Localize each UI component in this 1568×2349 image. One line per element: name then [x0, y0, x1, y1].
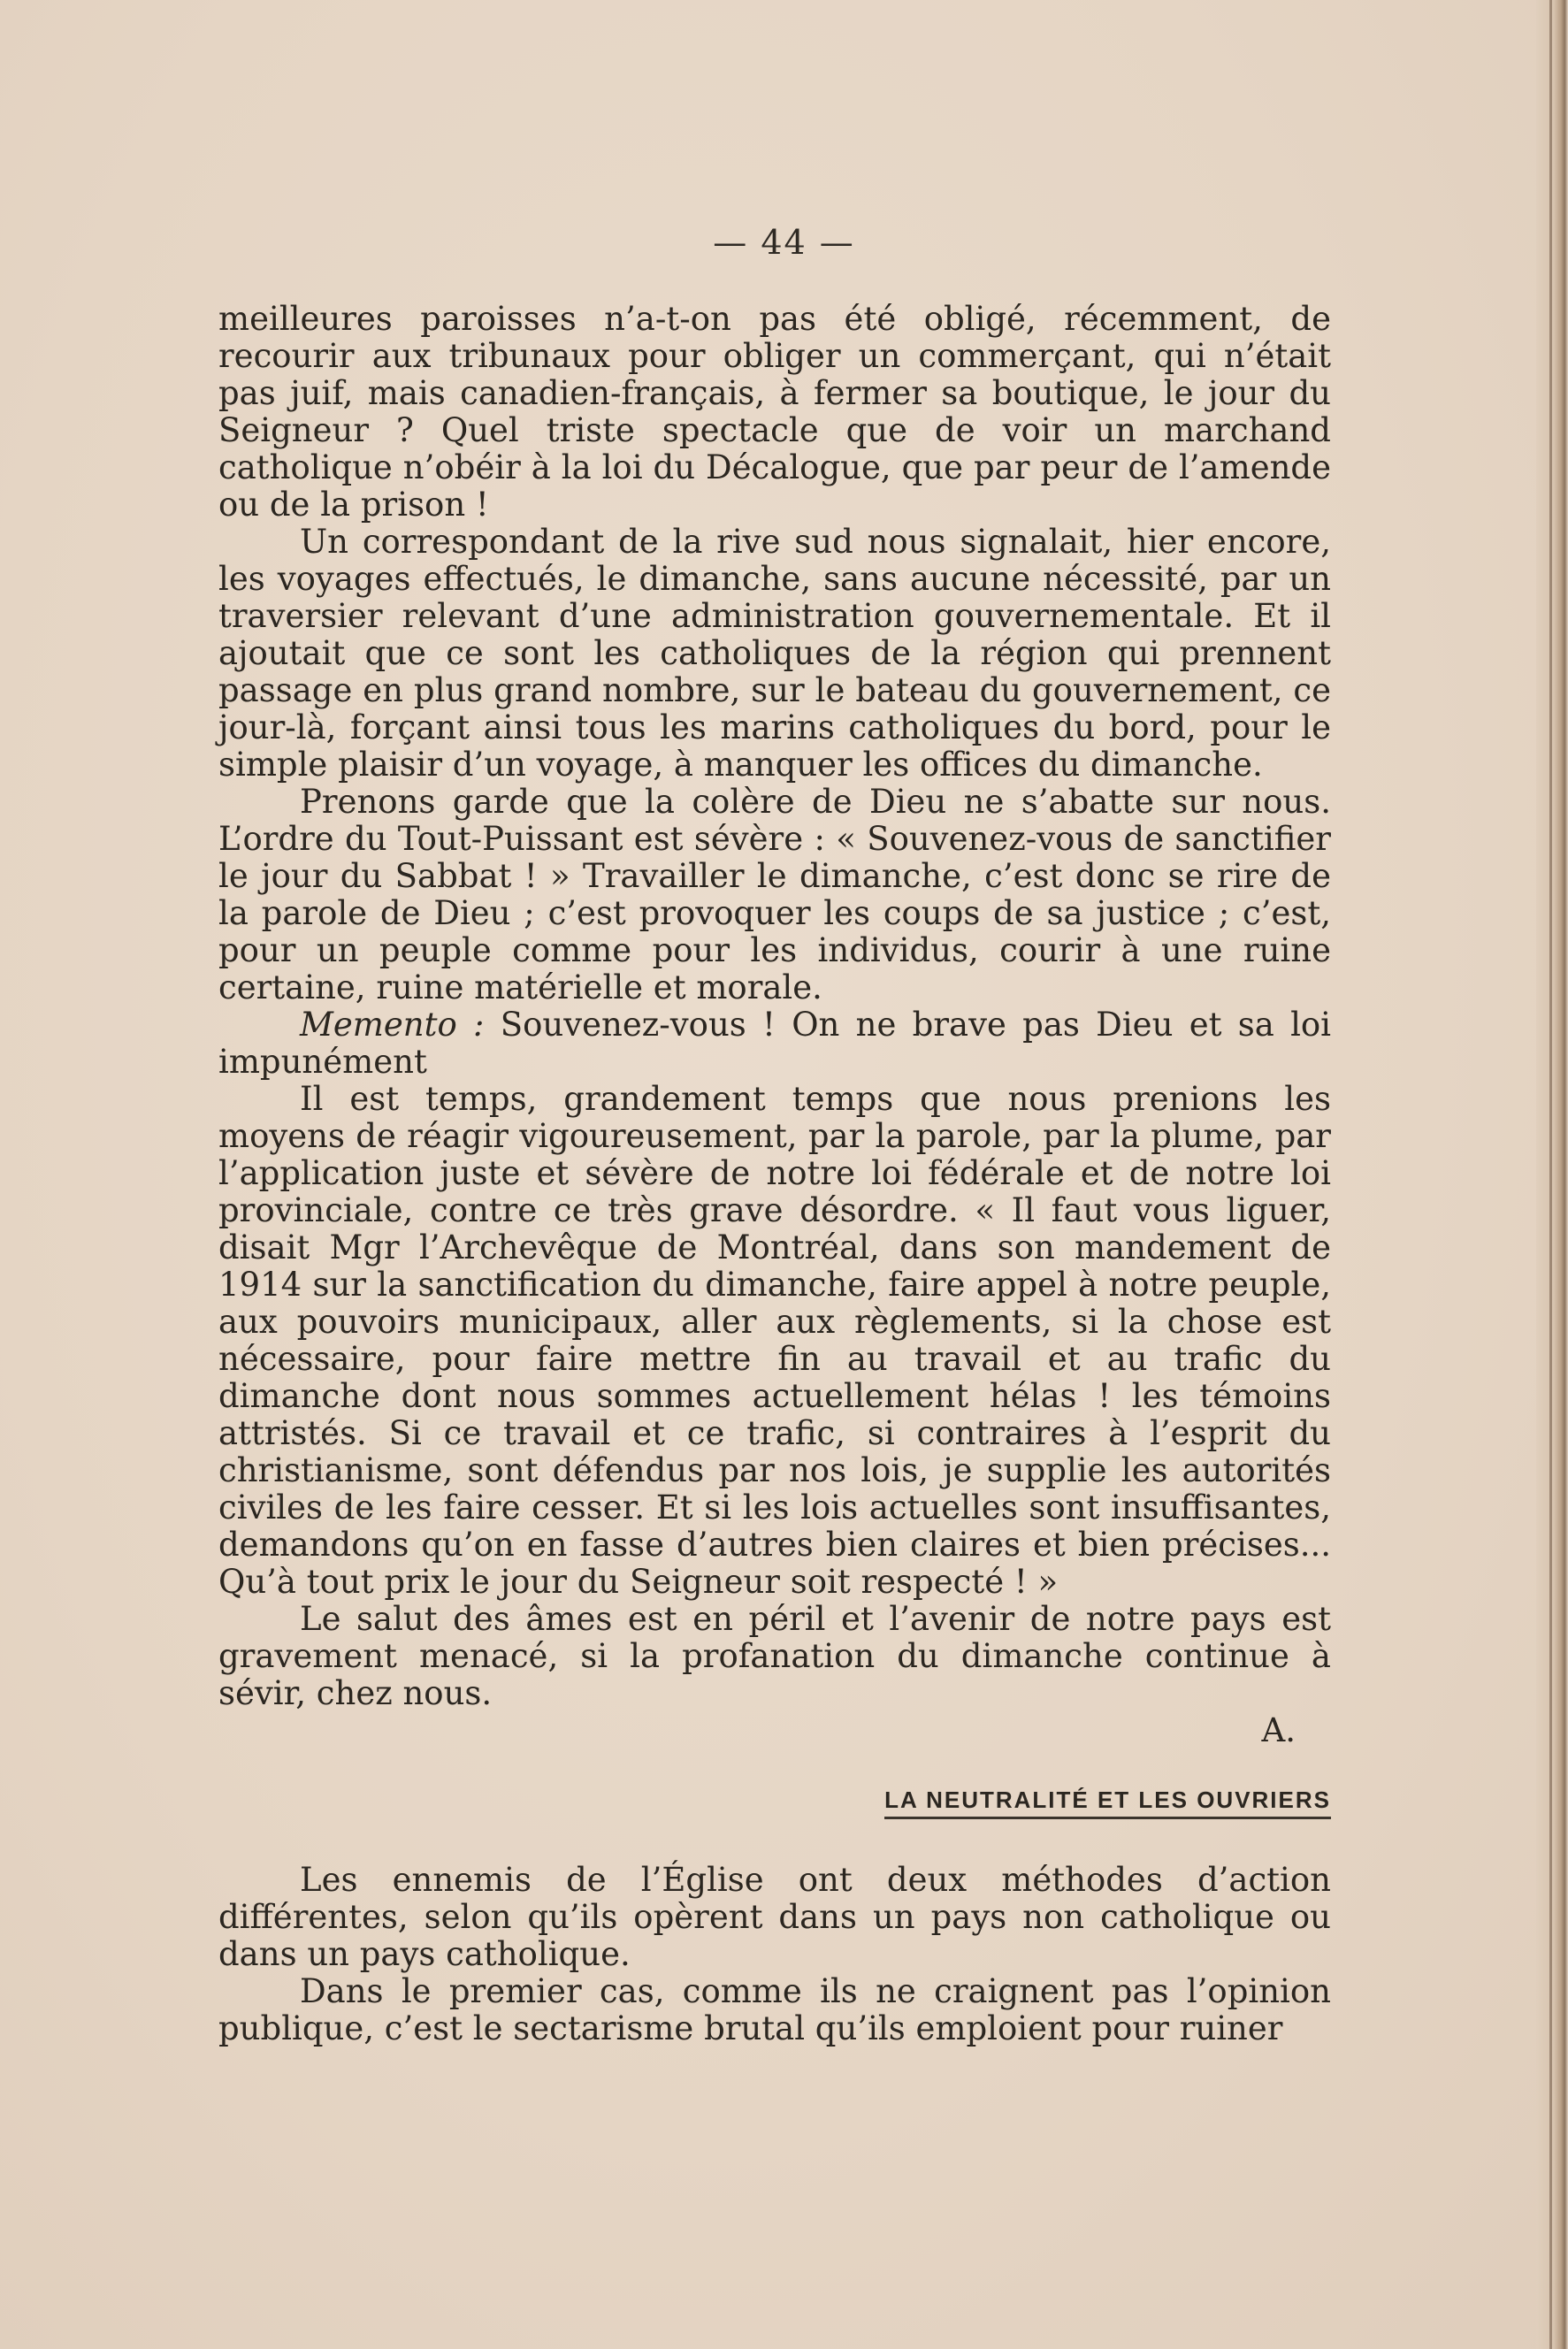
author-signature: A.	[1261, 1711, 1296, 1749]
section-spacer	[218, 1819, 1331, 1862]
paragraph-call-to-action: Il est temps, grandement temps que nous prenions les moyens de réagir vigoureusement, par la parole, par la plume, par l’application juste et sévère de notre loi fédérale et de notre loi provinciale, contre ce très grave désordre. « Il faut vous liguer, disait Mgr l’Archevêque de Montréal, dans son mandement de 1914 sur la sanctification du dimanche, faire appel à notre peuple, aux pouvoirs municipaux, aller aux règlements, si la chose est nécessaire, pour faire mettre fin au travail et au trafic du dimanche dont nous sommes actuellement hélas ! les témoins attristés. Si ce travail et ce trafic, si contraires à l’esprit du christianisme, sont défendus par nos lois, je supplie les autorités civiles de les faire cesser. Et si les lois actuelles sont insuffisantes, demandons qu’on en fasse d’autres bien claires et bien précises... Qu’à tout prix le jour du Seigneur soit respecté ! »	[218, 1080, 1331, 1601]
section-title-text: LA NEUTRALITÉ ET LES OUVRIERS	[884, 1785, 1331, 1819]
page-number: — 44 —	[713, 223, 855, 262]
section-title	[218, 1785, 1331, 1819]
memento-text: Souvenez-vous ! On ne brave pas Dieu et sa loi impunément	[218, 1006, 1332, 1081]
paragraph-correspondent: Un correspondant de la rive sud nous signalait, hier encore, les voyages effectués, le dimanche, sans aucune nécessité, par un traversier relevant d’une administration gouvernementale. Et il ajoutait que ce sont les catholiques de la région qui prennent passage en plus grand nombre, sur le bateau du gouvernement, ce jour-là, forçant ainsi tous les marins catholiques du bord, pour le simple plaisir d’un voyage, à manquer les offices du dimanche.	[218, 523, 1331, 784]
memento-label: Memento :	[300, 1006, 485, 1044]
page-edge-line	[1549, 0, 1552, 2349]
section-paragraph-first-case: Dans le premier cas, comme ils ne craignent pas l’opinion publique, c’est le sectarisme brutal qu’ils emploient pour ruiner	[218, 1972, 1331, 2047]
article-body	[218, 301, 1331, 2047]
paragraph-memento	[218, 1006, 1331, 1081]
page-edge-shadow	[1536, 0, 1568, 2349]
paragraph-warning: Prenons garde que la colère de Dieu ne s’abatte sur nous. L’ordre du Tout-Puissant est sévère : « Souvenez-vous de sanctifier le jour du Sabbat ! » Travailler le dimanche, c’est donc se rire de la parole de Dieu ; c’est provoquer les coups de sa justice ; c’est, pour un peuple comme pour les individus, courir à une ruine certaine, ruine matérielle et morale.	[218, 783, 1331, 1006]
section-paragraph-methods: Les ennemis de l’Église ont deux méthodes d’action différentes, selon qu’ils opèrent dans un pays non catholique ou dans un pays catholique.	[218, 1861, 1331, 1973]
paragraph-continuation: meilleures paroisses n’a-t-on pas été obligé, récemment, de recourir aux tribunaux pour obliger un commerçant, qui n’était pas juif, mais canadien-français, à fermer sa boutique, le jour du Seigneur ? Quel triste spectacle que de voir un marchand catholique n’obéir à la loi du Décalogue, que par peur de l’amende ou de la prison !	[218, 300, 1331, 524]
paragraph-conclusion: Le salut des âmes est en péril et l’avenir de notre pays est gravement menacé, si la profanation du dimanche continue à sévir, chez nous.	[218, 1600, 1331, 1712]
